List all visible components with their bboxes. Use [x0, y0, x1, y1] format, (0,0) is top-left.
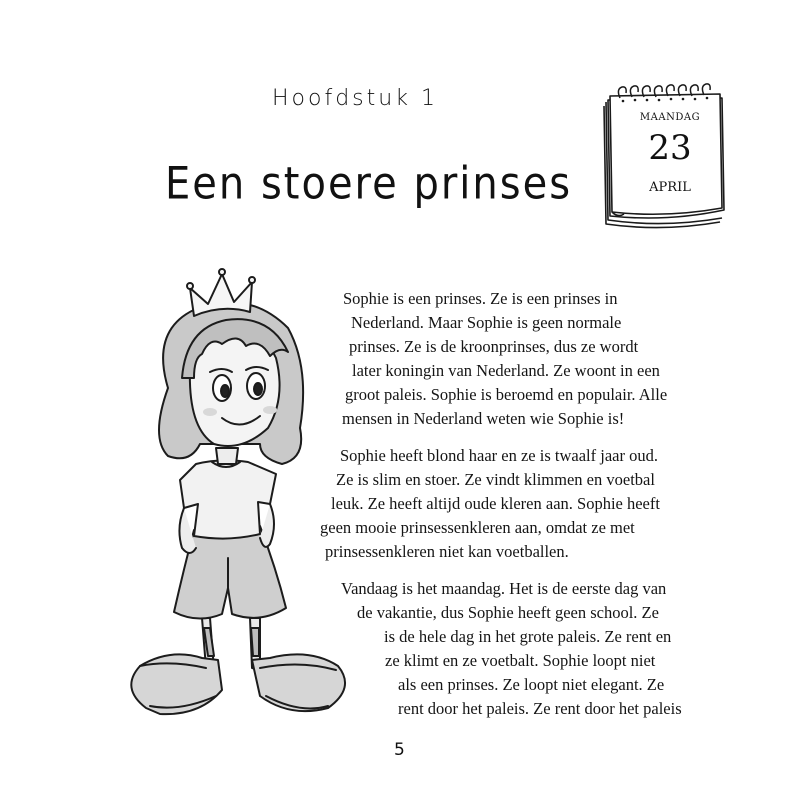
calendar-month: MAANDAG — [639, 112, 701, 123]
paragraph-1-line-5: groot paleis. Sophie is beroemd en populair. Alle — [345, 385, 668, 404]
paragraph-2-line-1: Sophie heeft blond haar en ze is twaalf jaar oud. — [340, 446, 658, 465]
paragraph-1-line-1: Sophie is een prinses. Ze is een prinses in — [343, 289, 618, 308]
paragraph-3-line-2: de vakantie, dus Sophie heeft geen school. Ze — [357, 603, 659, 622]
princess-illustration — [110, 268, 350, 738]
chapter-label: Hoofdstuk 1 — [272, 86, 438, 111]
paragraph-3-line-1: Vandaag is het maandag. Het is de eerste dag van — [341, 579, 667, 598]
paragraph-2-line-2: Ze is slim en stoer. Ze vindt klimmen en voetbal — [336, 470, 655, 489]
paragraph-3-line-5: als een prinses. Ze loopt niet elegant. Ze — [398, 675, 665, 694]
page-number: 5 — [394, 740, 405, 760]
calendar-day: 23 — [648, 128, 692, 168]
paragraph-3-line-6: rent door het paleis. Ze rent door het paleis — [398, 699, 682, 718]
calendar-weekday: APRIL — [649, 180, 691, 195]
paragraph-2-line-4: geen mooie prinsessenkleren aan, omdat ze met — [320, 518, 635, 537]
paragraph-1-line-4: later koningin van Nederland. Ze woont in een — [352, 361, 660, 380]
paragraph-3-line-3: is de hele dag in het grote paleis. Ze rent en — [384, 627, 672, 646]
paragraph-3-line-4: ze klimt en ze voetbalt. Sophie loopt niet — [385, 651, 656, 670]
paragraph-1-line-3: prinses. Ze is de kroonprinses, dus ze wordt — [349, 337, 639, 356]
paragraph-2-line-5: prinsessenkleren niet kan voetballen. — [325, 542, 569, 561]
chapter-title: Een stoere prinses — [165, 158, 573, 210]
paragraph-2-line-3: leuk. Ze heeft altijd oude kleren aan. Sophie heeft — [331, 494, 660, 513]
paragraph-1-line-2: Nederland. Maar Sophie is geen normale — [351, 313, 622, 332]
paragraph-1-line-6: mensen in Nederland weten wie Sophie is! — [342, 409, 625, 428]
